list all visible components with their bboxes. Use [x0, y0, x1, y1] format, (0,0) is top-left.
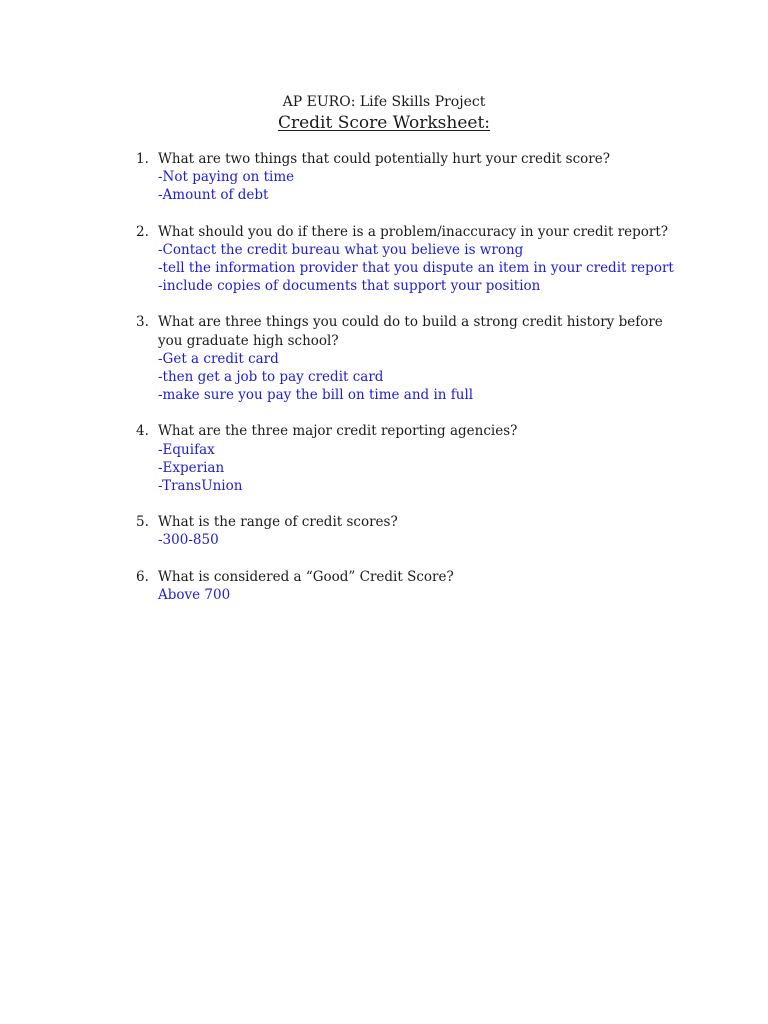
question-number: 6.	[136, 568, 149, 585]
question-item-3	[0, 313, 768, 404]
question-number: 2.	[136, 223, 149, 240]
question-text: What is considered a “Good” Credit Score?	[158, 568, 454, 585]
question-text: What are the three major credit reporting agencies?	[158, 423, 518, 440]
answer-line: -make sure you pay the bill on time and in full	[158, 387, 474, 404]
course-heading: AP EURO: Life Skills Project	[282, 94, 486, 110]
worksheet-title	[0, 112, 768, 134]
answer-line: -Amount of debt	[158, 187, 269, 204]
question-number: 5.	[136, 514, 149, 531]
question-number: 4.	[136, 423, 149, 440]
answer-line: -Contact the credit bureau what you believe is wrong	[158, 241, 524, 258]
question-number: 3.	[136, 314, 149, 331]
answer-line: Above 700	[158, 586, 231, 603]
question-item-1	[0, 150, 768, 205]
answer-line: -TransUnion	[158, 478, 243, 495]
answer-line: -include copies of documents that support your position	[158, 278, 541, 295]
answer-line: -Not paying on time	[158, 169, 295, 186]
question-text: What is the range of credit scores?	[158, 514, 398, 531]
question-text: What are two things that could potentially hurt your credit score?	[158, 151, 610, 167]
answer-line: -Experian	[158, 459, 225, 476]
answer-line: -tell the information provider that you dispute an item in your credit report	[158, 260, 674, 277]
question-item-2	[0, 223, 768, 296]
answer-line: -Get a credit card	[158, 350, 279, 367]
answer-line: -then get a job to pay credit card	[158, 369, 384, 386]
worksheet-title-text: Credit Score Worksheet:	[277, 113, 491, 133]
answer-line: -Equifax	[158, 441, 215, 458]
question-number: 1.	[136, 151, 149, 167]
question-item-4	[0, 422, 768, 495]
question-text: What are three things you could do to build a strong credit history before you graduate high school?	[158, 314, 663, 349]
question-list	[0, 150, 768, 622]
question-item-5	[0, 513, 768, 549]
question-text: What should you do if there is a problem/inaccuracy in your credit report?	[158, 223, 669, 240]
answer-line: -300-850	[158, 532, 219, 549]
question-item-6	[0, 568, 768, 604]
